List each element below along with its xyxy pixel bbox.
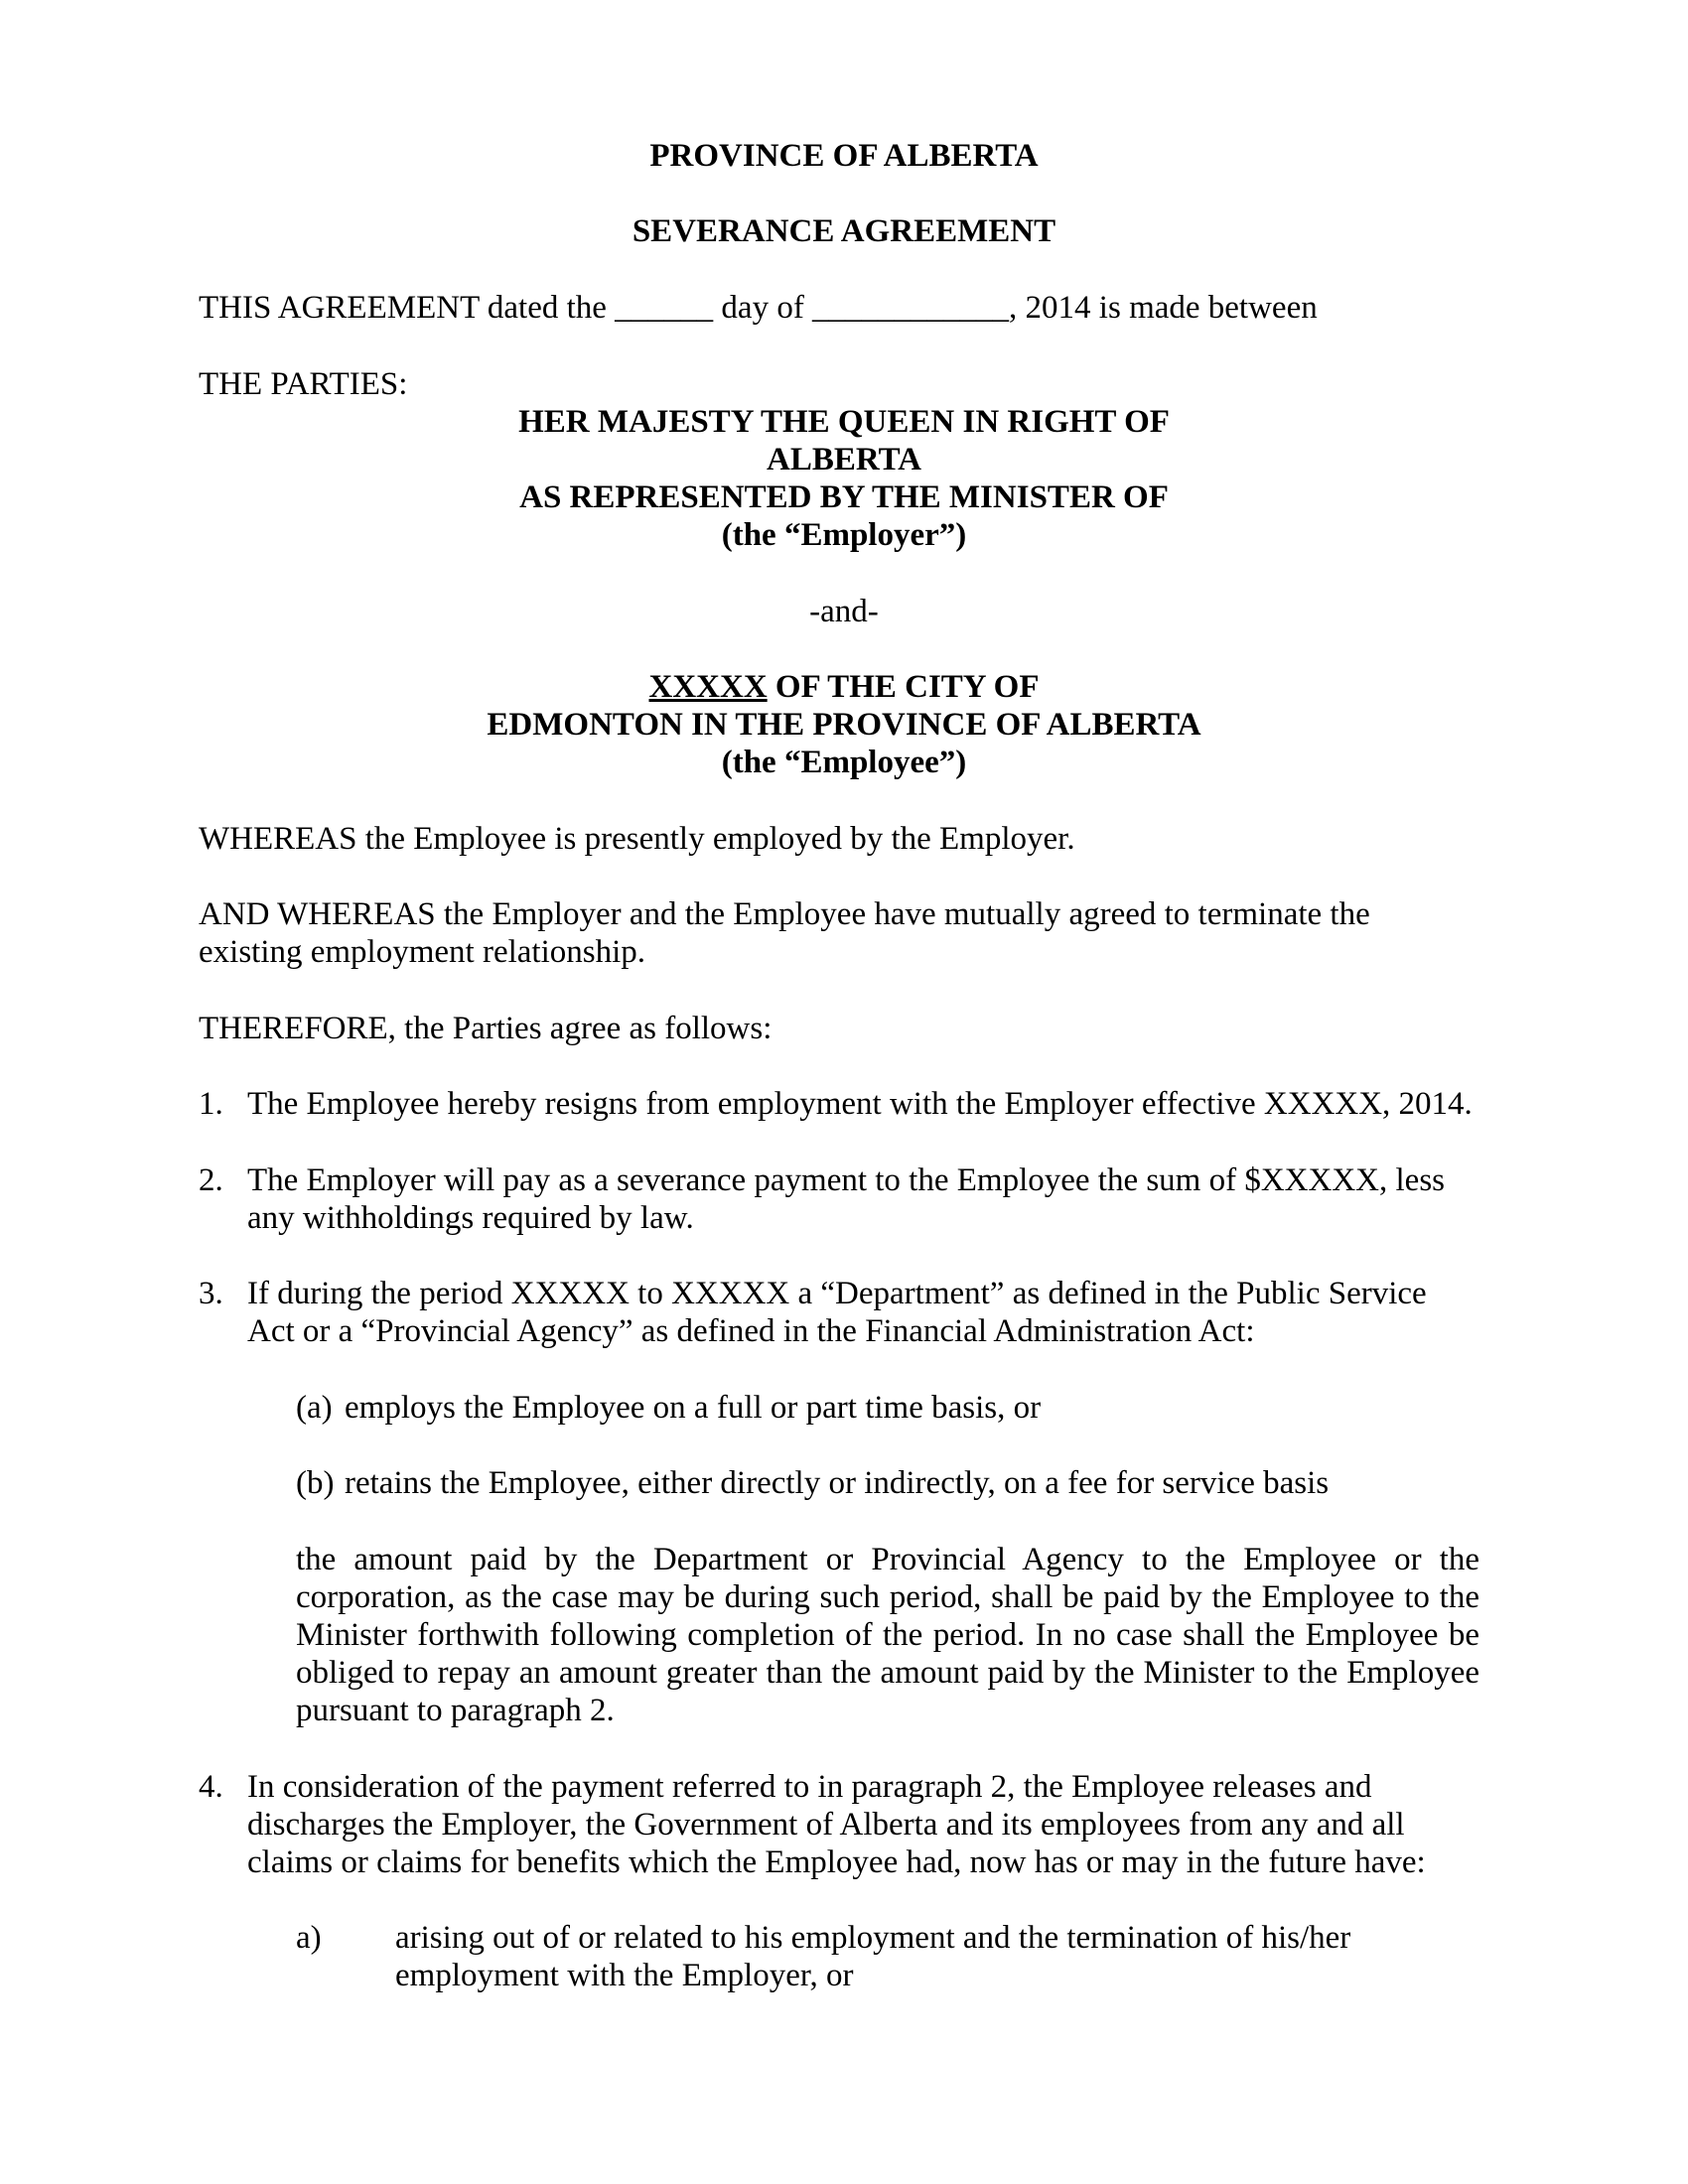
employee-line-1 xyxy=(477,668,1211,706)
clause-2-text-line-2: any withholdings required by law. xyxy=(247,1200,694,1236)
clause-4-subitem-a-line-2: employment with the Employer, or xyxy=(395,1958,854,1993)
clause-4-text-line-1: In consideration of the payment referred to in paragraph 2, the Employee releases and xyxy=(247,1769,1372,1805)
therefore-clause: THEREFORE, the Parties agree as follows: xyxy=(199,1011,773,1046)
clause-3-subitem-b-label: (b) xyxy=(296,1465,335,1501)
whereas-recital-2-line-2: existing employment relationship. xyxy=(199,934,646,970)
clause-3-continuation-line-4: obliged to repay an amount greater than the amount paid by the Minister to the Employee xyxy=(296,1655,1479,1691)
clause-3-subitem-a-text: employs the Employee on a full or part time basis, or xyxy=(345,1390,1042,1426)
clause-3-text-line-2: Act or a “Provincial Agency” as defined in the Financial Administration Act: xyxy=(247,1313,1255,1349)
parties-label: THE PARTIES: xyxy=(199,366,408,402)
clause-3-subitem-b-text: retains the Employee, either directly or indirectly, on a fee for service basis xyxy=(345,1465,1330,1501)
preamble: THIS AGREEMENT dated the ______ day of ____________, 2014 is made between xyxy=(199,290,1318,326)
clause-2-number: 2. xyxy=(199,1162,223,1198)
employee-line-2: EDMONTON IN THE PROVINCE OF ALBERTA xyxy=(487,707,1201,743)
employer-line-2: ALBERTA xyxy=(767,442,921,478)
employer-line-3: AS REPRESENTED BY THE MINISTER OF xyxy=(519,479,1169,515)
employer-line-1: HER MAJESTY THE QUEEN IN RIGHT OF xyxy=(518,404,1170,440)
clause-4-text-line-3: claims or claims for benefits which the Employee had, now has or may in the future have: xyxy=(247,1844,1426,1880)
heading-agreement-title: SEVERANCE AGREEMENT xyxy=(632,213,1056,249)
clause-4-subitem-a-line-1: arising out of or related to his employment and the termination of his/her xyxy=(395,1920,1351,1956)
clause-4-subitem-a-label: a) xyxy=(296,1920,322,1956)
employee-city-text: OF THE CITY OF xyxy=(767,669,1040,705)
clause-2-text-line-1: The Employer will pay as a severance payment to the Employee the sum of $XXXXX, less xyxy=(247,1162,1445,1198)
clause-4-number: 4. xyxy=(199,1769,223,1805)
clause-3-text-line-1: If during the period XXXXX to XXXXX a “Department” as defined in the Public Service xyxy=(247,1276,1427,1311)
clause-4-text-line-2: discharges the Employer, the Government of Alberta and its employees from any and all xyxy=(247,1807,1405,1843)
whereas-recital-1: WHEREAS the Employee is presently employed by the Employer. xyxy=(199,821,1075,857)
whereas-recital-2-line-1: AND WHEREAS the Employer and the Employee have mutually agreed to terminate the xyxy=(199,896,1370,932)
clause-3-number: 3. xyxy=(199,1276,223,1311)
clause-1-text: The Employee hereby resigns from employment with the Employer effective XXXXX, 2014. xyxy=(247,1086,1473,1122)
employee-name-placeholder: XXXXX xyxy=(648,669,768,705)
and-separator: -and- xyxy=(809,594,879,629)
clause-3-continuation-line-2: corporation, as the case may be during such period, shall be paid by the Employee to the xyxy=(296,1579,1479,1615)
clause-3-continuation-line-1: the amount paid by the Department or Provincial Agency to the Employee or the xyxy=(296,1542,1479,1577)
heading-province: PROVINCE OF ALBERTA xyxy=(649,138,1039,174)
clause-1-number: 1. xyxy=(199,1086,223,1122)
clause-3-continuation-line-3: Minister forthwith following completion of the period. In no case shall the Employee be xyxy=(296,1617,1479,1653)
clause-3-continuation-line-5: pursuant to paragraph 2. xyxy=(296,1693,615,1728)
clause-3-subitem-a-label: (a) xyxy=(296,1390,333,1426)
employer-defined-term: (the “Employer”) xyxy=(721,517,967,553)
employee-defined-term: (the “Employee”) xyxy=(721,745,967,780)
